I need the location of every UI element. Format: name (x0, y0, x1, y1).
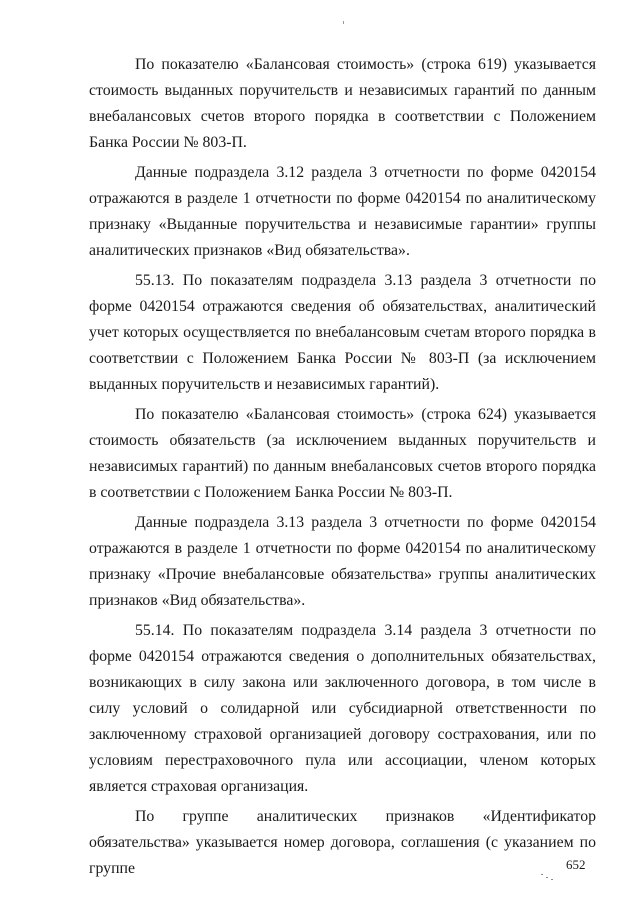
page-number: 652 (566, 857, 586, 872)
paragraph-55-14: 55.14. По показателям подраздела 3.14 раздела 3 отчетности по форме 0420154 отражаются сведения о дополнительных обязательствах, возникающих в силу закона или заключенного договора, в том числе в силу условий о солидарной или субсидиарной ответственности по заключенному страховой организацией договору сострахования, или по условиям перестраховочного пула или ассоциации, членом которых является страховая организация. (89, 622, 596, 795)
paragraph-subsection-3-12-data: Данные подраздела 3.12 раздела 3 отчетности по форме 0420154 отражаются в разделе 1 отчетности по форме 0420154 по аналитическому признаку «Выданные поручительства и независимые гарантии» группы аналитических признаков «Вид обязательства». (89, 164, 596, 259)
scan-mark (343, 21, 344, 24)
body-text (89, 52, 596, 882)
paragraph-balance-value-619: По показателю «Балансовая стоимость» (строка 619) указывается стоимость выданных поручительств и независимых гарантий по данным внебалансовых счетов второго порядка в соответствии с Положением Банка России № 803-П. (89, 56, 596, 151)
paragraph-obligation-identifier: По группе аналитических признаков «Идентификатор обязательства» указывается номер договора, соглашения (с указанием по группе (89, 808, 596, 877)
scan-specks (540, 872, 556, 882)
paragraph-subsection-3-13-data: Данные подраздела 3.13 раздела 3 отчетности по форме 0420154 отражаются в разделе 1 отчетности по форме 0420154 по аналитическому признаку «Прочие внебалансовые обязательства» группы аналитических признаков «Вид обязательства». (89, 514, 596, 609)
paragraph-balance-value-624: По показателю «Балансовая стоимость» (строка 624) указывается стоимость обязательств (за исключением выданных поручительств и независимых гарантий) по данным внебалансовых счетов второго порядка в соответствии с Положением Банка России № 803-П. (89, 406, 596, 501)
paragraph-55-13: 55.13. По показателям подраздела 3.13 раздела 3 отчетности по форме 0420154 отражаются сведения об обязательствах, аналитический учет которых осуществляется по внебалансовым счетам второго порядка в соответствии с Положением Банка России № 803-П (за исключением выданных поручительств и независимых гарантий). (89, 272, 596, 393)
